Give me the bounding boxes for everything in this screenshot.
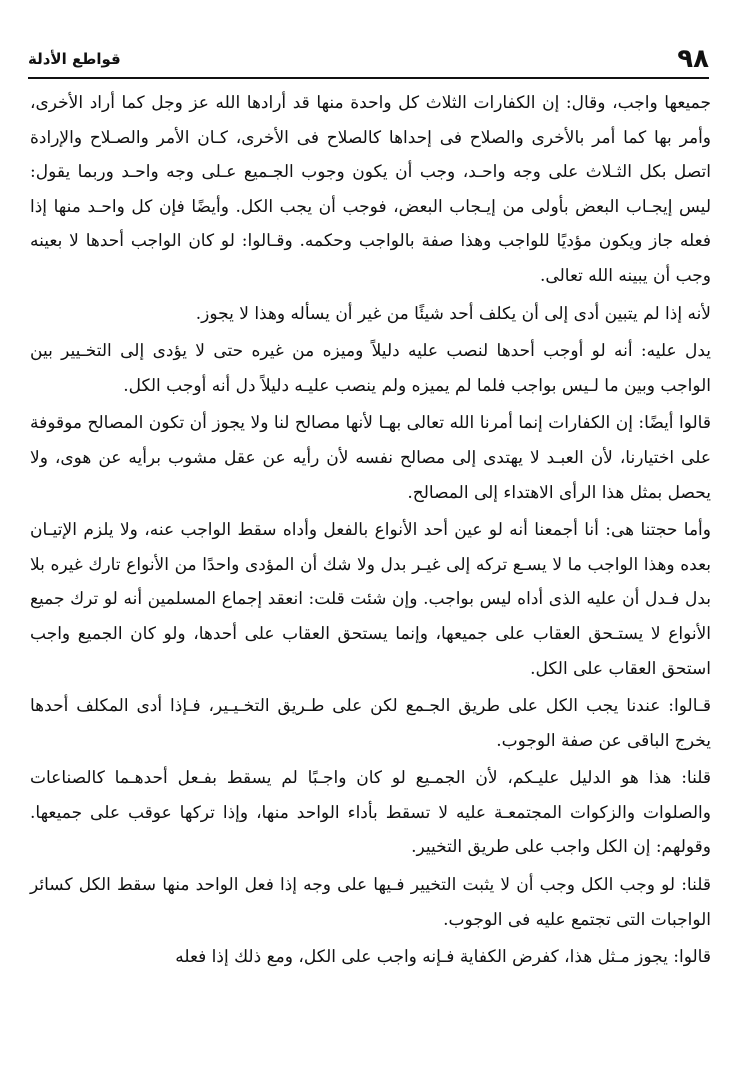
page-number: ٩٨ — [677, 44, 709, 74]
paragraph: قلنا: هذا هو الدليل عليـكم، لأن الجمـيع لو كان واجـبًا لم يسقط بفـعل أحدهـما كالصناعات والصلوات والزكوات المجتمعـة عليه لا تسقط بأداء الواحد منها، وإذا تركها عوقب على جميعها. وقولهم: إن الكل واجب على طريق التخيير. — [30, 768, 711, 858]
paragraph: جميعها واجب، وقال: إن الكفارات الثلاث كل واحدة منها قد أرادها الله عز وجل كما أراد الأخرى، وأمر بها كما أمر بالأخرى والصلاح فى إحداها كالصلاح فى الأخرى، كـان الأمر والصـلاح والإرادة اتصل بكل الثـلاث على وجه واحـد، وجب أن يكون وجوب الجـميع عـلى وجه واحـد وربما يقول: ليس إيجـاب البعض بأولى من إيـجاب البعض، فوجب أن يجب الكل. وأيضًا فإن كل واحـد منها إذا فعله جاز ويكون مؤديًا للواجب وهذا صفة بالواجب وحكمه. وقـالوا: لو كان الواجب أحدها لا بعينه وجب أن يبينه الله تعالى. — [30, 93, 711, 286]
header-divider — [28, 77, 709, 79]
paragraph: لأنه إذا لم يتبين أدى إلى أن يكلف أحد شيئًا من غير أن يسأله وهذا لا يجوز. — [195, 303, 711, 324]
paragraph: قالوا أيضًا: إن الكفارات إنما أمرنا الله تعالى بهـا لأنها مصالح لنا ولا يجوز أن تكون المصالح موقوفة على اختيارنا، لأن العبـد لا يهتدى إلى مصالح نفسه لأن رأيه عن عقل مشوب برأيه عن هوى، ولا يحصل بمثل هذا الرأى الاهتداء إلى المصالح. — [30, 413, 711, 503]
paragraph: قلنا: لو وجب الكل وجب أن لا يثبت التخيير فـيها على وجه إذا فعل الواحد منها سقط الكل كسائر الواجبات التى تجتمع عليه فى الوجوب. — [30, 875, 711, 930]
paragraph: قـالوا: عندنا يجب الكل على طريق الجـمع لكن على طـريق التخـيـير، فـإذا أدى المكلف أحدها يخرج الباقى عن صفة الوجوب. — [30, 696, 711, 751]
paragraph: قالوا: يجوز مـثل هذا، كفرض الكفاية فـإنه واجب على الكل، ومع ذلك إذا فعله — [175, 947, 711, 968]
running-title: قواطع الأدلة — [28, 50, 121, 68]
page-header — [28, 44, 709, 78]
body-text — [30, 86, 711, 978]
paragraph: وأما حجتنا هى: أنا أجمعنا أنه لو عين أحد الأنواع بالفعل وأداه سقط الواجب عنه، ولا يلزم الإتيـان بعده وهذا الواجب ما لا يسـع تركه إلى غيـر بدل ولا شك أن المؤدى واحدًا من الأنواع تارك غيره بلا بدل فـدل أن عليه الذى أداه ليس بواجب. وإن شئت قلت: انعقد إجماع المسلمين أنه لو ترك جميع الأنواع لا يستـحق العقاب على جميعها، وإنما يستحق العقاب على أحدها، ولو كان الجميع واجب استحق العقاب على الكل. — [30, 520, 711, 679]
paragraph: يدل عليه: أنه لو أوجب أحدها لنصب عليه دليلاً وميزه من غيره حتى لا يؤدى إلى التخـيير بين الواجب وبين ما لـيس بواجب فلما لم يميزه ولم ينصب عليـه دليلاً دل أنه أوجب الكل. — [30, 341, 711, 396]
